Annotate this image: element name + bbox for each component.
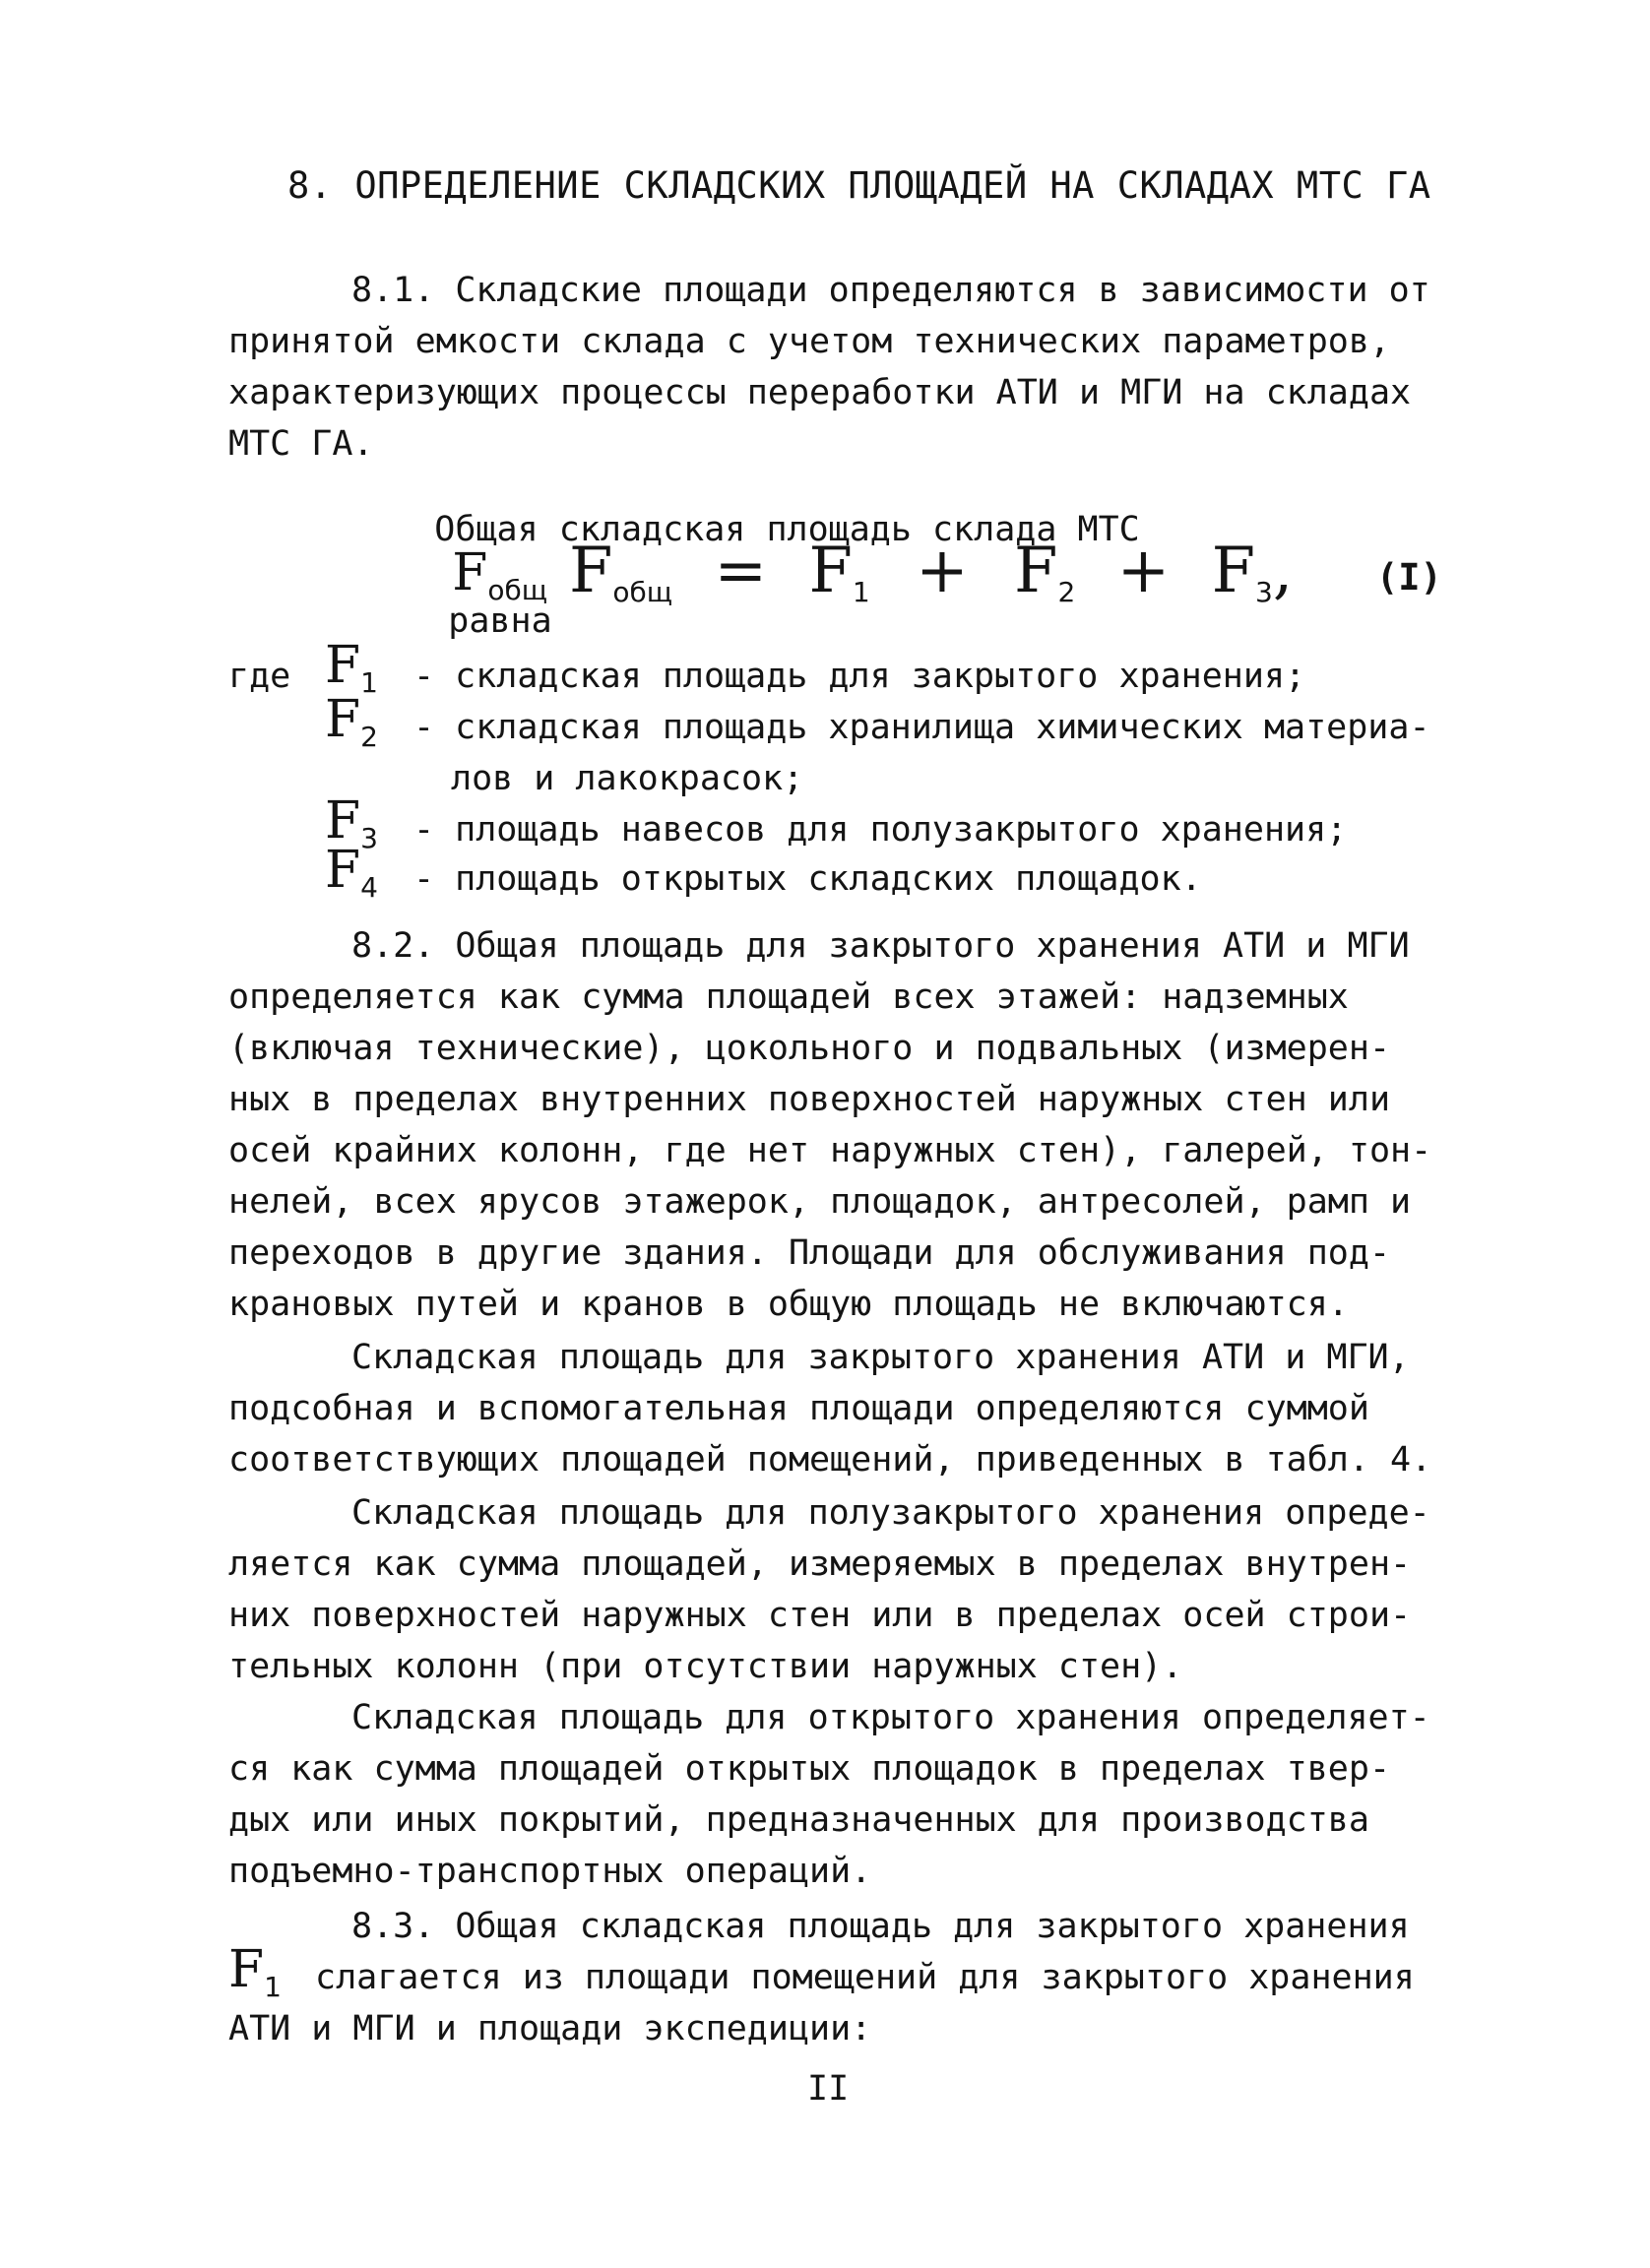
def-text-4: - площадь открытых складских площадок.	[413, 859, 1202, 899]
total-area-symbol: $F_{общ}$	[452, 543, 548, 606]
formula-term-1: $F_1$	[808, 535, 870, 608]
def-symbol-1: $F_1$	[325, 636, 378, 699]
def-symbol-4: $F_4$	[325, 841, 378, 904]
formula-number: (I)	[1376, 556, 1442, 598]
formula-comma: ,	[1272, 535, 1294, 607]
def-text-1: - складская площадь для закрытого хранения;	[413, 657, 1306, 696]
s83-line-1: 8.3. Общая складская площадь для закрытого хранения	[351, 1907, 1410, 1946]
s82-line-6: нелей, всех ярусов этажерок, площадок, антресолей, рамп и	[228, 1182, 1412, 1222]
open-line-4: подъемно-транспортных операций.	[228, 1852, 872, 1891]
s81-line-2: принятой емкости склада с учетом технических параметров,	[228, 322, 1391, 361]
open-line-2: ся как сумма площадей открытых площадок в пределах твер-	[228, 1749, 1391, 1789]
total-area-intro-text: Общая складская площадь склада МТС	[434, 510, 1140, 549]
def-symbol-2: $F_2$	[325, 690, 378, 753]
def-text-2: - складская площадь хранилища химических материа-	[413, 708, 1430, 747]
def-text-3: - площадь навесов для полузакрытого хранения;	[413, 810, 1348, 850]
s83-line-2: слагается из площади помещений для закрытого хранения	[315, 1958, 1415, 1997]
formula-1	[569, 535, 1294, 608]
s82-line-7: переходов в другие здания. Площади для обслуживания под-	[228, 1233, 1391, 1273]
closed-line-2: подсобная и вспомогательная площади определяются суммой	[228, 1389, 1369, 1428]
open-line-3: дых или иных покрытий, предназначенных для производства	[228, 1800, 1369, 1840]
semiclosed-line-1: Складская площадь для полузакрытого хранения опреде-	[351, 1493, 1430, 1533]
s83-line-3: АТИ и МГИ и площади экспедиции:	[228, 2009, 872, 2048]
s81-line-4: МТС ГА.	[228, 424, 374, 464]
semiclosed-line-3: них поверхностей наружных стен или в пределах осей строи-	[228, 1596, 1412, 1635]
formula-plus-2: +	[1116, 535, 1171, 607]
s82-line-5: осей крайних колонн, где нет наружных стен), галерей, тон-	[228, 1131, 1432, 1170]
open-line-1: Складская площадь для открытого хранения определяет-	[351, 1698, 1430, 1737]
s82-line-2: определяется как сумма площадей всех этажей: надземных	[228, 977, 1349, 1017]
formula-term-3: $F_3$	[1211, 535, 1273, 608]
formula-plus-1: +	[916, 535, 969, 607]
closed-line-3: соответствующих площадей помещений, приведенных в табл. 4.	[228, 1440, 1432, 1480]
s81-line-1: 8.1. Складские площади определяются в зависимости от	[351, 271, 1430, 310]
formula-term-2: $F_2$	[1014, 535, 1076, 608]
closed-line-1: Складская площадь для закрытого хранения АТИ и МГИ,	[351, 1338, 1410, 1377]
s82-line-8: крановых путей и кранов в общую площадь не включаются.	[228, 1285, 1349, 1324]
s83-symbol: $F_1$	[228, 1940, 282, 2003]
semiclosed-line-4: тельных колонн (при отсутствии наружных стен).	[228, 1647, 1183, 1686]
s82-line-1: 8.2. Общая площадь для закрытого хранения АТИ и МГИ	[351, 926, 1410, 966]
section-heading: 8. ОПРЕДЕЛЕНИЕ СКЛАДСКИХ ПЛОЩАДЕЙ НА СКЛАДАХ МТС ГА	[287, 164, 1431, 207]
page-number: II	[807, 2069, 850, 2109]
formula-lhs: $F_{общ}$	[569, 535, 673, 608]
s82-line-3: (включая технические), цокольного и подвальных (измерен-	[228, 1029, 1391, 1068]
s81-line-3: характеризующих процессы переработки АТИ и МГИ на складах	[228, 373, 1412, 412]
s82-line-4: ных в пределах внутренних поверхностей наружных стен или	[228, 1080, 1391, 1119]
formula-eq: =	[714, 535, 768, 607]
total-area-after: равна	[448, 601, 552, 641]
semiclosed-line-2: ляется как сумма площадей, измеряемых в пределах внутрен-	[228, 1544, 1412, 1584]
def-text-2-cont: лов и лакокрасок;	[451, 759, 804, 798]
where-label: где	[228, 657, 291, 696]
def-symbol-3: $F_3$	[325, 791, 378, 854]
